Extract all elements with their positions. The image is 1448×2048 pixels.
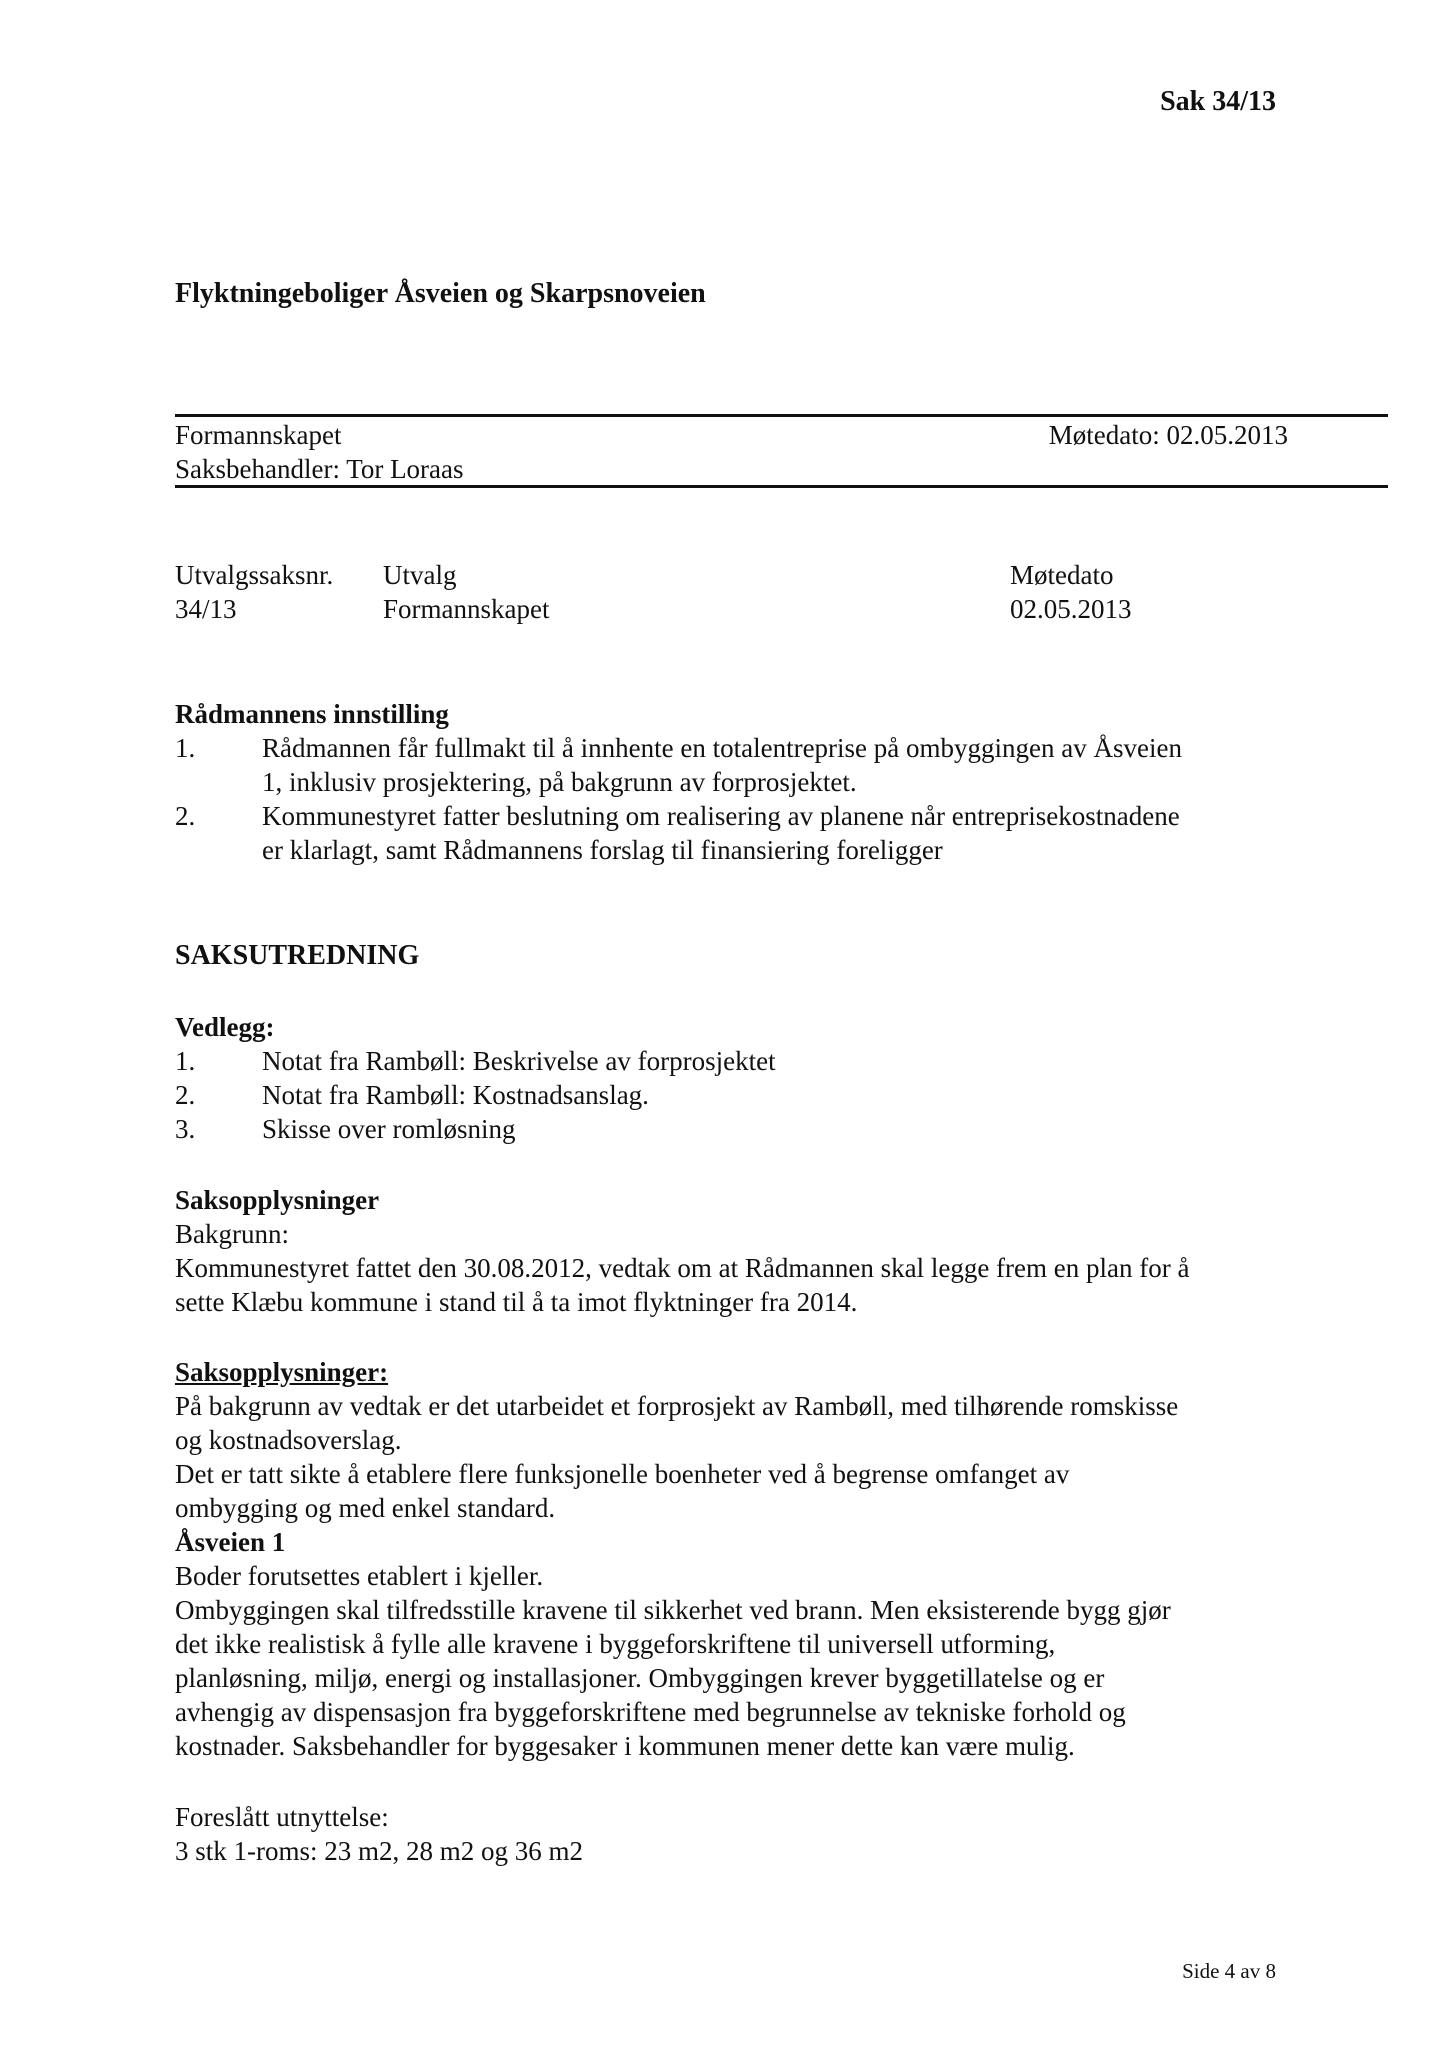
paragraph-text: planløsning, miljø, energi og installasjoner. Ombyggingen krever byggetillatelse og er — [175, 1663, 1105, 1693]
table-cell-case-number: 34/13 — [175, 594, 237, 624]
attachment-item: Notat fra Rambøll: Beskrivelse av forprosjektet — [262, 1046, 776, 1076]
attachment-item: Notat fra Rambøll: Kostnadsanslag. — [262, 1080, 649, 1110]
recommendation-item-text: Kommunestyret fatter beslutning om realisering av planene når entreprisekostnadene — [262, 801, 1180, 831]
paragraph-text: ombygging og med enkel standard. — [175, 1493, 556, 1523]
attachments-heading: Vedlegg: — [175, 1012, 275, 1042]
asveien-heading: Åsveien 1 — [175, 1527, 286, 1557]
table-header-committee: Utvalg — [383, 560, 457, 590]
attachment-number: 1. — [175, 1046, 196, 1076]
paragraph-text: avhengig av dispensasjon fra byggeforskriftene med begrunnelse av tekniske forhold og — [175, 1697, 1126, 1727]
divider-bottom — [175, 485, 1388, 488]
recommendation-item-number: 1. — [175, 733, 196, 763]
table-cell-meeting-date: 02.05.2013 — [1010, 594, 1132, 624]
paragraph-text: På bakgrunn av vedtak er det utarbeidet et forprosjekt av Rambøll, med tilhørende romskisse — [175, 1391, 1179, 1421]
recommendation-heading: Rådmannens innstilling — [175, 699, 449, 729]
recommendation-item-text: Rådmannen får fullmakt til å innhente en totalentreprise på ombyggingen av Åsveien — [262, 733, 1182, 763]
case-info-heading-2: Saksopplysninger: — [175, 1357, 389, 1387]
recommendation-item-text: er klarlagt, samt Rådmannens forslag til finansiering foreligger — [262, 835, 943, 865]
paragraph-text: Ombyggingen skal tilfredsstille kravene til sikkerhet ved brann. Men eksisterende bygg gjør — [175, 1595, 1171, 1625]
paragraph-text: det ikke realistisk å fylle alle kravene i byggeforskriftene til universell utforming, — [175, 1629, 1056, 1659]
utilization-label: Foreslått utnyttelse: — [175, 1802, 389, 1832]
case-reference: Sak 34/13 — [1160, 86, 1276, 117]
background-text: sette Klæbu kommune i stand til å ta imot flyktninger fra 2014. — [175, 1287, 858, 1317]
paragraph-text: og kostnadsoverslag. — [175, 1425, 402, 1455]
paragraph-text: Det er tatt sikte å etablere flere funksjonelle boenheter ved å begrense omfanget av — [175, 1459, 1070, 1489]
attachment-item: Skisse over romløsning — [262, 1114, 516, 1144]
paragraph-text: kostnader. Saksbehandler for byggesaker i kommunen mener dette kan være mulig. — [175, 1731, 1075, 1761]
divider-top — [175, 414, 1388, 417]
meeting-date: Møtedato: 02.05.2013 — [1048, 420, 1288, 450]
case-officer: Saksbehandler: Tor Loraas — [175, 454, 464, 484]
paragraph-text: Boder forutsettes etablert i kjeller. — [175, 1561, 544, 1591]
attachment-number: 3. — [175, 1114, 196, 1144]
board-name: Formannskapet — [175, 420, 342, 450]
section-heading: SAKSUTREDNING — [175, 940, 420, 971]
table-header-meeting-date: Møtedato — [1010, 560, 1114, 590]
case-info-heading: Saksopplysninger — [175, 1185, 380, 1215]
background-label: Bakgrunn: — [175, 1219, 289, 1249]
utilization-value: 3 stk 1-roms: 23 m2, 28 m2 og 36 m2 — [175, 1836, 584, 1866]
attachment-number: 2. — [175, 1080, 196, 1110]
table-header-case-number: Utvalgssaksnr. — [175, 560, 334, 590]
recommendation-item-number: 2. — [175, 801, 196, 831]
page-number: Side 4 av 8 — [1182, 1959, 1276, 1983]
table-cell-committee: Formannskapet — [383, 594, 550, 624]
recommendation-item-text: 1, inklusiv prosjektering, på bakgrunn av forprosjektet. — [262, 767, 857, 797]
document-title: Flyktningeboliger Åsveien og Skarpsnoveien — [175, 278, 706, 309]
background-text: Kommunestyret fattet den 30.08.2012, vedtak om at Rådmannen skal legge frem en plan for å — [175, 1253, 1190, 1283]
